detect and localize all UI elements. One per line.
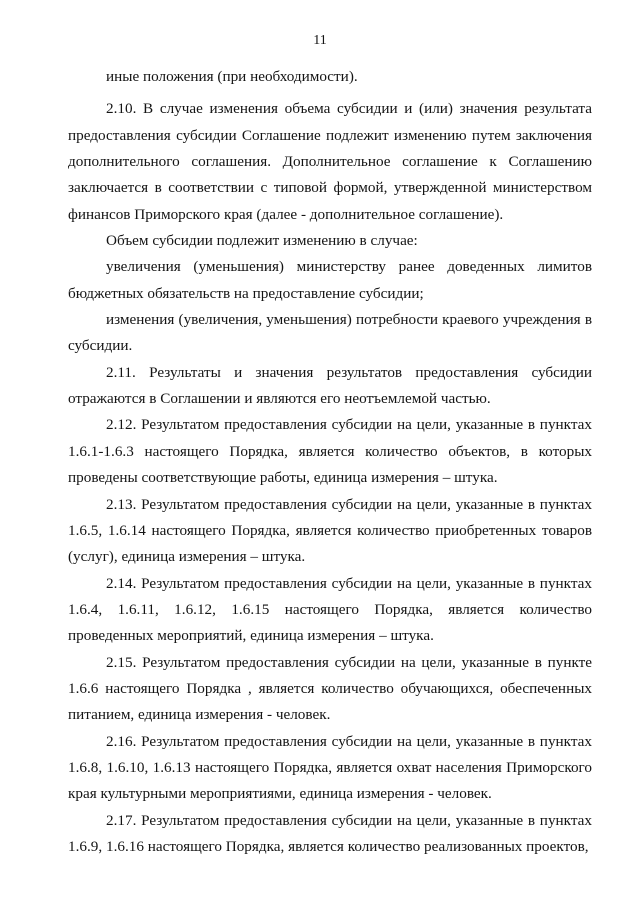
paragraph-2-10: 2.10. В случае изменения объема субсидии и (или) значения результата предоставления субсидии Соглашение подлежит изменению путем заключения дополнительного соглашения. Дополнительное соглашение к Соглашению заключается в соответствии с типовой формой, утвержденной министерством финансов Приморского края (далее - дополнительное соглашение). [68, 100, 592, 223]
document-body [68, 64, 592, 860]
paragraph-2-17: 2.17. Результатом предоставления субсидии на цели, указанные в пунктах 1.6.9, 1.6.16 настоящего Порядка, является количество реализованных проектов, [68, 811, 592, 855]
paragraph-needs-change: изменения (увеличения, уменьшения) потребности краевого учреждения в субсидии. [68, 311, 592, 355]
paragraph-2-11: 2.11. Результаты и значения результатов предоставления субсидии отражаются в Соглашении и являются его неотъемлемой частью. [68, 363, 592, 408]
paragraph-2-15: 2.15. Результатом предоставления субсидии на цели, указанные в пункте 1.6.6 настоящего Порядка , является количество обучающихся, обеспеченных питанием, единица измерения - человек. [68, 653, 592, 724]
paragraph-2-12: 2.12. Результатом предоставления субсидии на цели, указанные в пунктах 1.6.1-1.6.3 настоящего Порядка, является количество объектов, в которых проведены соответствующие работы, единица измерения – штука. [68, 416, 592, 487]
paragraph-2-16: 2.16. Результатом предоставления субсидии на цели, указанные в пунктах 1.6.8, 1.6.10, 1.6.13 настоящего Порядка, является охват населения Приморского края культурными мероприятиями, единица измерения - человек. [68, 732, 592, 803]
paragraph-2-13: 2.13. Результатом предоставления субсидии на цели, указанные в пунктах 1.6.5, 1.6.14 настоящего Порядка, является количество приобретенных товаров (услуг), единица измерения – штука. [68, 495, 592, 566]
paragraph-2-14: 2.14. Результатом предоставления субсидии на цели, указанные в пунктах 1.6.4, 1.6.11, 1.6.12, 1.6.15 настоящего Порядка, является количество проведенных мероприятий, единица измерения – штука. [68, 574, 592, 645]
paragraph-other-provisions: иные положения (при необходимости). [106, 68, 358, 85]
paragraph-subsidy-change-cases: Объем субсидии подлежит изменению в случае: [106, 232, 418, 250]
paragraph-limits-change: увеличения (уменьшения) министерству ранее доведенных лимитов бюджетных обязательств на предоставление субсидии; [68, 258, 592, 302]
page-number: 11 [313, 33, 327, 48]
